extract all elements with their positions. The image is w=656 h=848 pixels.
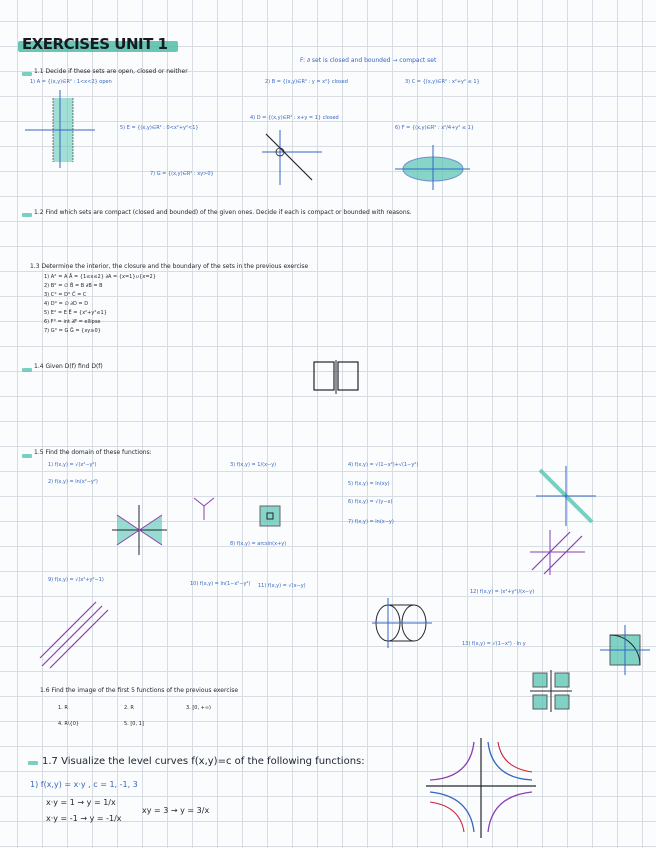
section-1-2-heading: 1.2 Find which sets are compact (closed and bounded) of the given ones. Decide if each is compact or bounded with reasons. — [34, 209, 412, 216]
exercise-1-1-item: 7) G = {(x,y)∈R² : xy>0} — [150, 171, 214, 177]
level-curve-line: x·y = -1 → y = -1/x — [46, 814, 122, 823]
exercise-1-3-item: 2) B° = ∅ B̄ = B ∂B = B — [44, 283, 103, 289]
boxes-sketch — [312, 360, 362, 394]
exercise-1-1-item: 6) F = {(x,y)∈R² : x²/4+y² ≤ 1} — [395, 125, 474, 131]
exercise-1-3-item: 7) G° = G Ḡ = {xy≥0} — [44, 328, 101, 334]
grid-squares-sketch — [530, 670, 572, 712]
page-title: EXERCISES UNIT 1 — [22, 35, 168, 53]
exercise-1-5-item: 12) f(x,y) = (x²+y²)/(x−y) — [470, 589, 535, 595]
section-1-5-heading: 1.5 Find the domain of these functions: — [34, 449, 152, 456]
section-marker — [28, 761, 38, 765]
exercise-1-5-item: 6) f(x,y) = √(y−x) — [348, 499, 393, 505]
section-1-3-heading: 1.3 Determine the interior, the closure and the boundary of the sets in the previous exercise — [30, 263, 309, 270]
section-marker — [22, 368, 32, 372]
section-1-6-heading: 1.6 Find the image of the first 5 functions of the previous exercise — [40, 687, 239, 694]
y-sketch — [192, 496, 216, 520]
image-answer: 3. [0, +∞) — [186, 705, 211, 711]
exercise-1-5-item: 7) f(x,y) = ln(x−y) — [348, 519, 394, 525]
hyperbola-level-curves — [426, 738, 536, 838]
exercise-1-5-item: 13) f(x,y) = √(1−x²) · ln y — [462, 641, 526, 647]
stripe-sketch — [40, 600, 110, 670]
exercise-1-5-item: 2) f(x,y) = ln(x²−y²) — [48, 479, 98, 485]
exercise-1-3-item: 4) D° = ∅ ∂D = D — [44, 301, 89, 307]
image-answer: 2. R — [124, 705, 134, 711]
bowtie-sketch — [112, 505, 167, 555]
image-answer: 4. R\{0} — [58, 721, 80, 727]
section-marker — [22, 72, 32, 76]
section-1-7-heading: 1.7 Visualize the level curves f(x,y)=c of the following functions: — [42, 756, 365, 767]
exercise-1-5-item: 1) f(x,y) = √(x²−y²) — [48, 462, 97, 468]
section-marker — [22, 213, 32, 217]
parallel-lines-sketch — [530, 530, 585, 575]
image-answer: 5. [0, 1] — [124, 721, 144, 727]
exercise-1-5-item: 4) f(x,y) = √(1−x²)+√(1−y²) — [348, 462, 419, 468]
strip-sketch — [25, 90, 95, 170]
exercise-1-1-item: 4) D = {(x,y)∈R² : x+y = 1} closed — [250, 115, 339, 121]
level-curve-line: xy = 3 → y = 3/x — [142, 806, 210, 815]
exercise-1-5-item: 10) f(x,y) = ln(1−x²−y²) — [190, 581, 251, 587]
exercise-1-5-item: 3) f(x,y) = 1/(x−y) — [230, 462, 277, 468]
exercise-1-3-item: 6) F° = int ∂F = ellipse — [44, 319, 101, 325]
exercise-1-1-item: 5) E = {(x,y)∈R² : 0<x²+y²<1} — [120, 125, 199, 131]
compact-definition-note: F: ∂ set is closed and bounded → compact set — [300, 57, 437, 64]
exercise-1-3-item: 1) A° = A Ā = {1≤x≤2} ∂A = {x=1}∪{x=2} — [44, 274, 156, 280]
exercise-1-3-item: 5) E° = E Ē = {x²+y²≤1} — [44, 310, 107, 316]
exercise-1-1-item: 2) B = {(x,y)∈R² : y = x²} closed — [265, 79, 348, 85]
exercise-1-3-item: 3) C° = D° C̄ = C — [44, 292, 87, 298]
exercise-1-1-item: 1) A = {(x,y)∈R² : 1<x<2} open — [30, 79, 112, 85]
ellipse-sketch — [395, 145, 470, 190]
image-answer: 1. R — [58, 705, 68, 711]
level-curve-function: 1) f(x,y) = x·y , c = 1, -1, 3 — [30, 780, 138, 789]
level-curve-line: x·y = 1 → y = 1/x — [46, 798, 116, 807]
section-marker — [22, 454, 32, 458]
exercise-1-5-item: 8) f(x,y) = arcsin(x+y) — [230, 541, 287, 547]
exercise-1-5-item: 5) f(x,y) = ln(xy) — [348, 481, 390, 487]
section-1-4-heading: 1.4 Given D(f) find D(f) — [34, 363, 103, 370]
square-sketch — [258, 504, 282, 528]
exercise-1-1-item: 3) C = {(x,y)∈R² : x²+y² ≤ 1} — [405, 79, 480, 85]
quarter-circle-sketch — [600, 625, 650, 675]
diagonal-sketch — [536, 466, 596, 526]
line-sketch — [262, 130, 322, 185]
exercise-1-5-item: 9) f(x,y) = √(x²+y²−1) — [48, 577, 104, 583]
exercise-1-5-item: 11) f(x,y) = √(x−y) — [258, 583, 306, 589]
cylinder-sketch — [372, 598, 432, 648]
section-1-1-heading: 1.1 Decide if these sets are open, closed or neither — [34, 68, 188, 75]
